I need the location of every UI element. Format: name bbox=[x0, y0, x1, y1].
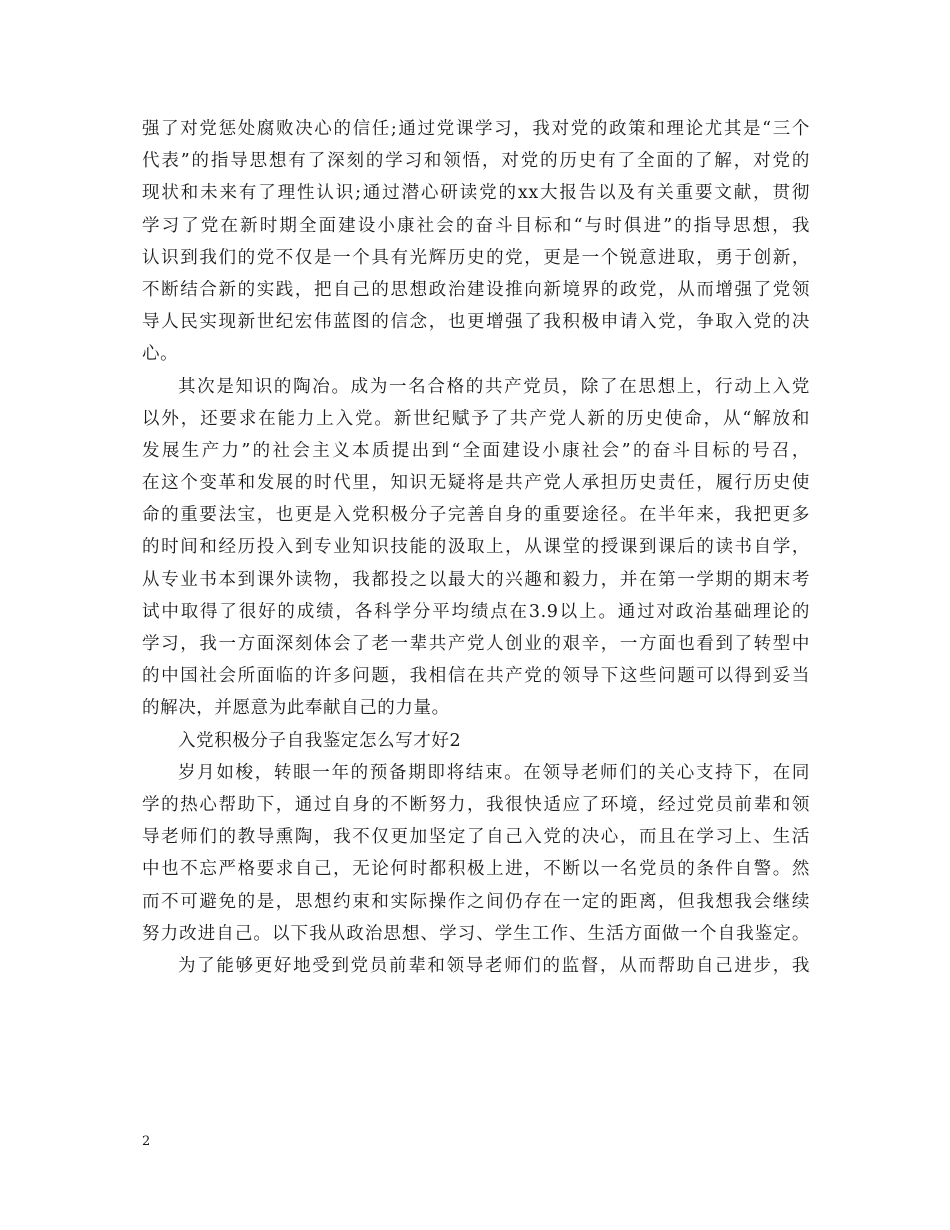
text-line: 发展生产力”的社会主义本质提出到“全面建设小康社会”的奋斗目标的号召， bbox=[142, 440, 810, 461]
text-line: 心。 bbox=[142, 344, 179, 365]
text-line: 导老师们的教导熏陶，我不仅更加坚定了自己入党的决心，而且在学习上、生活 bbox=[142, 827, 810, 848]
body-text bbox=[142, 113, 810, 982]
text-line: 学的热心帮助下，通过自身的不断努力，我很快适应了环境，经过党员前辈和领 bbox=[142, 794, 810, 815]
text-line: 代表”的指导思想有了深刻的学习和领悟，对党的历史有了全面的了解，对党的 bbox=[142, 151, 810, 172]
text-line: 的中国社会所面临的许多问题，我相信在共产党的领导下这些问题可以得到妥当 bbox=[142, 666, 810, 687]
text-line: 试中取得了很好的成绩，各科学分平均绩点在3.9以上。通过对政治基础理论的 bbox=[142, 601, 810, 622]
text-line: 的时间和经历投入到专业知识技能的汲取上，从课堂的授课到课后的读书自学， bbox=[142, 537, 810, 558]
paragraph-first-line: 其次是知识的陶冶。成为一名合格的共产党员，除了在思想上，行动上入党 bbox=[178, 376, 810, 397]
text-line: 学习了党在新时期全面建设小康社会的奋斗目标和“与时俱进”的指导思想，我 bbox=[142, 215, 810, 236]
text-line: 学习，我一方面深刻体会了老一辈共产党人创业的艰辛，一方面也看到了转型中 bbox=[142, 634, 810, 654]
page-number: 2 bbox=[142, 1134, 151, 1149]
text-line: 的解决，并愿意为此奉献自己的力量。 bbox=[142, 698, 450, 719]
section-heading: 入党积极分子自我鉴定怎么写才好2 bbox=[178, 730, 462, 751]
text-line: 在这个变革和发展的时代里，知识无疑将是共产党人承担历史责任，履行历史使 bbox=[142, 473, 810, 494]
text-line: 强了对党惩处腐败决心的信任;通过党课学习，我对党的政策和理论尤其是“三个 bbox=[142, 119, 810, 139]
text-line: 认识到我们的党不仅是一个具有光辉历史的党，更是一个锐意进取，勇于创新， bbox=[142, 247, 810, 268]
text-line: 从专业书本到课外读物，我都投之以最大的兴趣和毅力，并在第一学期的期末考 bbox=[142, 569, 810, 590]
text-line: 命的重要法宝，也更是入党积极分子完善自身的重要途径。在半年来，我把更多 bbox=[142, 505, 810, 526]
text-line: 以外，还要求在能力上入党。新世纪赋予了共产党人新的历史使命，从“解放和 bbox=[142, 408, 810, 429]
paragraph-first-line: 为了能够更好地受到党员前辈和领导老师们的监督，从而帮助自己进步，我 bbox=[178, 955, 810, 976]
paragraph-first-line: 岁月如梭，转眼一年的预备期即将结束。在领导老师们的关心支持下，在同 bbox=[178, 762, 810, 783]
text-line: 而不可避免的是，思想约束和实际操作之间仍存在一定的距离，但我想我会继续 bbox=[142, 891, 810, 912]
text-line: 现状和未来有了理性认识;通过潜心研读党的xx大报告以及有关重要文献，贯彻 bbox=[142, 183, 810, 204]
text-line: 导人民实现新世纪宏伟蓝图的信念，也更增强了我积极申请入党，争取入党的决 bbox=[142, 312, 810, 333]
text-line: 中也不忘严格要求自己，无论何时都积极上进，不断以一名党员的条件自警。然 bbox=[142, 859, 810, 880]
text-line: 不断结合新的实践，把自己的思想政治建设推向新境界的政党，从而增强了党领 bbox=[142, 279, 810, 300]
text-line: 努力改进自己。以下我从政治思想、学习、学生工作、生活方面做一个自我鉴定。 bbox=[142, 923, 810, 944]
